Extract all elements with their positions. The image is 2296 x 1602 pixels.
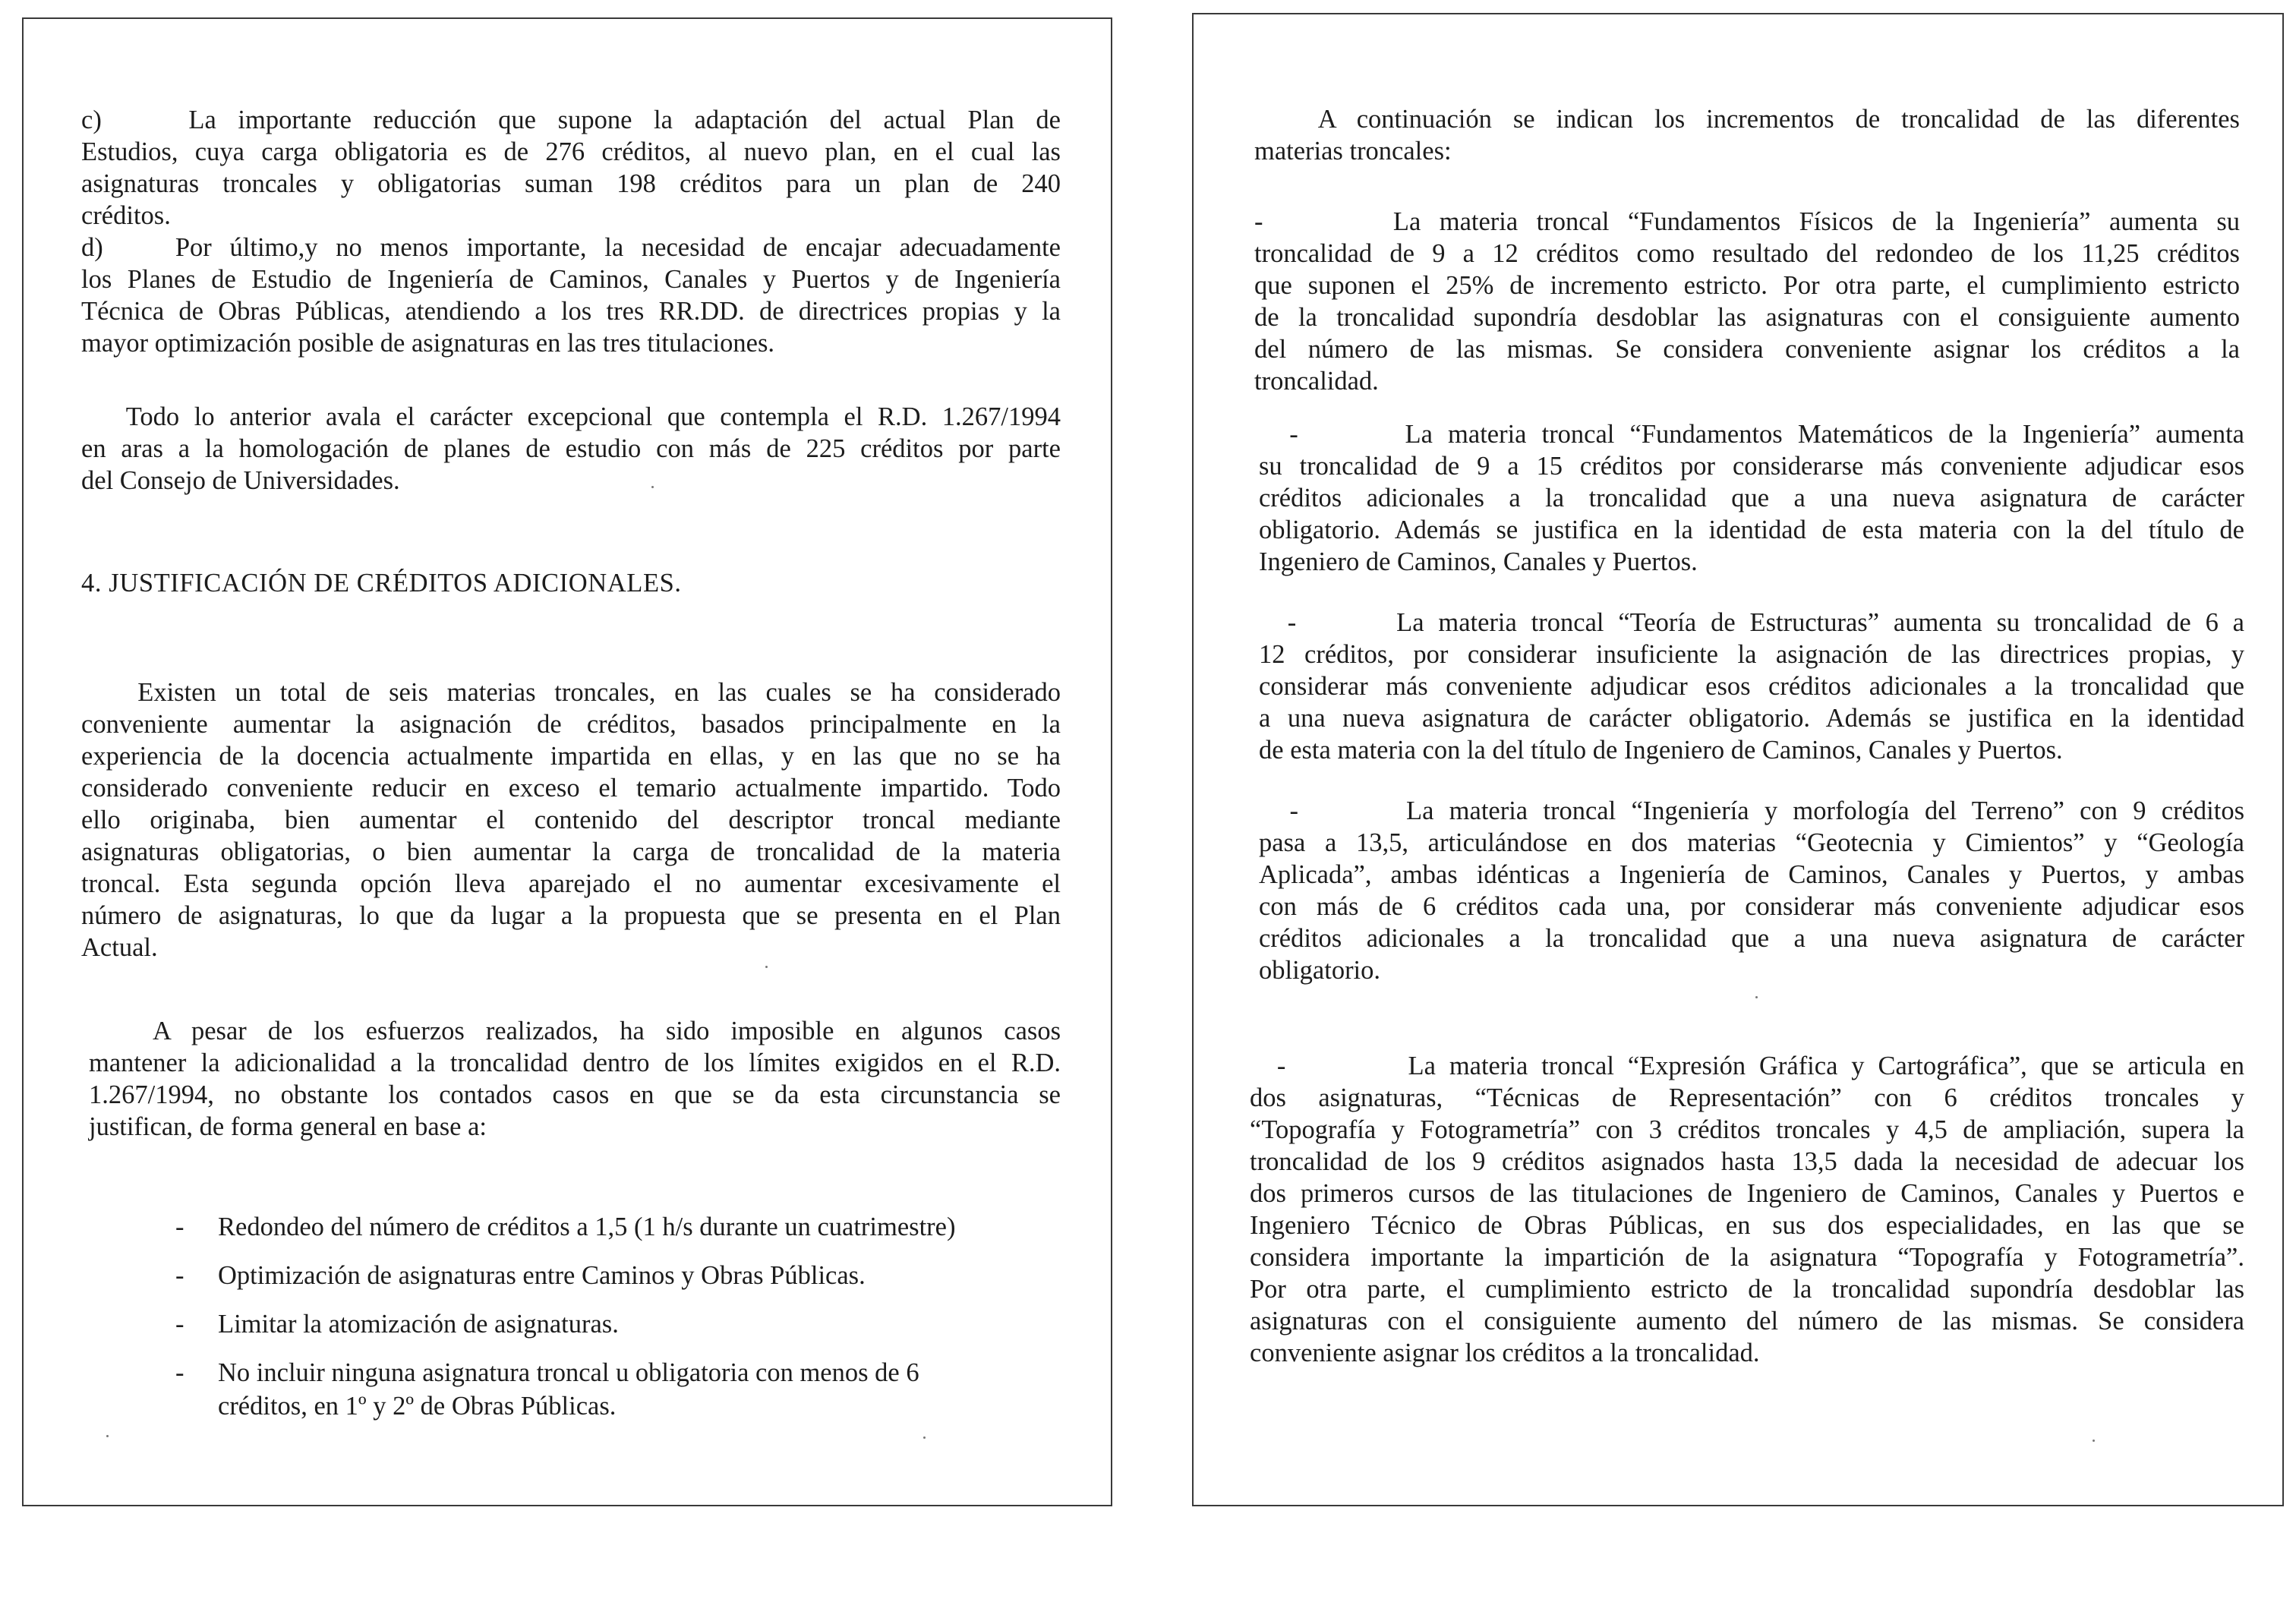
text-line: de la troncalidad supondría desdoblar las asignaturas con el consiguiente aumento <box>1254 303 2240 332</box>
paragraph-a-pesar <box>89 1015 1061 1143</box>
text-line: Actual. <box>81 933 158 962</box>
paragraph-existen <box>81 676 1061 963</box>
text-line: Ingeniero de Caminos, Canales y Puertos. <box>1259 547 1698 576</box>
bullet-text: Optimización de asignaturas entre Caminos y Obras Públicas. <box>218 1261 866 1290</box>
text-line: Por otra parte, el cumplimiento estricto de la troncalidad supondría desdoblar las <box>1250 1275 2244 1304</box>
text-line: A continuación se indican los incrementos de troncalidad de las diferentes <box>1254 105 2240 134</box>
bullet-text: créditos, en 1º y 2º de Obras Públicas. <box>218 1392 617 1421</box>
text-line: ello originaba, bien aumentar el contenido del descriptor troncal mediante <box>81 806 1061 834</box>
text-line: dos primeros cursos de las titulaciones de Ingeniero de Caminos, Canales y Puertos e <box>1250 1179 2244 1208</box>
text-line: - La materia troncal “Teoría de Estructuras” aumenta su troncalidad de 6 a <box>1259 608 2244 637</box>
text-line: conveniente asignar los créditos a la troncalidad. <box>1250 1339 1760 1367</box>
item-fundamentos-fisicos <box>1254 206 2240 397</box>
text-line: “Topografía y Fotogrametría” con 3 créditos troncales y 4,5 de ampliación, supera la <box>1250 1115 2244 1144</box>
text-line: experiencia de la docencia actualmente impartida en ellas, y en las que no se ha <box>81 742 1061 771</box>
text-line: conveniente aumentar la asignación de créditos, basados principalmente en la <box>81 710 1061 739</box>
scan-speck <box>1755 996 1758 998</box>
scan-speck <box>765 966 768 968</box>
bullet-dash: - <box>175 1213 184 1241</box>
text-line: que suponen el 25% de incremento estricto. Por otra parte, el cumplimiento estricto <box>1254 271 2240 300</box>
text-line: considerado conveniente reducir en exceso el temario actualmente impartido. Todo <box>81 774 1061 803</box>
bullet-text: No incluir ninguna asignatura troncal u obligatoria con menos de 6 <box>218 1358 919 1387</box>
text-line: obligatorio. Además se justifica en la identidad de esta materia con la del título de <box>1259 516 2244 544</box>
bullet-text: Redondeo del número de créditos a 1,5 (1 h/s durante un cuatrimestre) <box>218 1213 956 1241</box>
item-expresion-grafica <box>1250 1050 2244 1369</box>
item-fundamentos-matematicos <box>1259 418 2244 578</box>
bullet-dash: - <box>175 1358 184 1387</box>
text-line: del número de las mismas. Se considera conveniente asignar los créditos a la <box>1254 335 2240 364</box>
section-heading: 4. JUSTIFICACIÓN DE CRÉDITOS ADICIONALES. <box>81 569 682 598</box>
text-line: los Planes de Estudio de Ingeniería de Caminos, Canales y Puertos y de Ingeniería <box>81 265 1061 294</box>
text-line: de esta materia con la del título de Ingeniero de Caminos, Canales y Puertos. <box>1259 736 2063 765</box>
item-ingenieria-terreno <box>1259 795 2244 986</box>
criteria-list-item <box>175 1211 1071 1244</box>
text-line: - La materia troncal “Fundamentos Matemáticos de la Ingeniería” aumenta <box>1259 420 2244 449</box>
text-line: mayor optimización posible de asignaturas en las tres titulaciones. <box>81 329 775 358</box>
text-line: asignaturas con el consiguiente aumento del número de las mismas. Se considera <box>1250 1307 2244 1336</box>
scan-speck <box>923 1436 926 1439</box>
right-page <box>1192 13 2284 1506</box>
text-line: materias troncales: <box>1254 137 1452 166</box>
text-line: asignaturas troncales y obligatorias suman 198 créditos para un plan de 240 <box>81 169 1061 198</box>
text-line: Técnica de Obras Públicas, atendiendo a los tres RR.DD. de directrices propias y la <box>81 297 1061 326</box>
paragraph-intro <box>1254 103 2240 167</box>
scan-speck <box>106 1435 109 1437</box>
text-line: - La materia troncal “Fundamentos Físicos de la Ingeniería” aumenta su <box>1254 207 2240 236</box>
text-line: A pesar de los esfuerzos realizados, ha sido imposible en algunos casos <box>89 1017 1061 1045</box>
text-line: - La materia troncal “Expresión Gráfica y Cartográfica”, que se articula en <box>1250 1052 2244 1080</box>
text-line: Estudios, cuya carga obligatoria es de 276 créditos, al nuevo plan, en el cual las <box>81 137 1061 166</box>
criteria-list-item <box>175 1260 1071 1293</box>
bullet-dash: - <box>175 1261 184 1290</box>
criteria-list-item <box>175 1308 1071 1342</box>
text-line: del Consejo de Universidades. <box>81 466 400 495</box>
text-line: en aras a la homologación de planes de estudio con más de 225 créditos por parte <box>81 434 1061 463</box>
text-line: Todo lo anterior avala el carácter excepcional que contempla el R.D. 1.267/1994 <box>81 402 1061 431</box>
scan-speck <box>651 486 654 488</box>
text-line: troncalidad. <box>1254 367 1379 396</box>
text-line: pasa a 13,5, articulándose en dos materias “Geotecnia y Cimientos” y “Geología <box>1259 828 2244 857</box>
text-line: - La materia troncal “Ingeniería y morfología del Terreno” con 9 créditos <box>1259 796 2244 825</box>
text-line: 12 créditos, por considerar insuficiente la asignación de las directrices propias, y <box>1259 640 2244 669</box>
paragraph-conclusion <box>81 401 1061 497</box>
text-line: troncalidad de 9 a 12 créditos como resultado del redondeo de los 11,25 créditos <box>1254 239 2240 268</box>
text-line: créditos. <box>81 201 171 230</box>
left-page <box>22 17 1112 1506</box>
text-line: asignaturas obligatorias, o bien aumentar la carga de troncalidad de la materia <box>81 837 1061 866</box>
paragraph-d <box>81 232 1061 359</box>
text-line: número de asignaturas, lo que da lugar a la propuesta que se presenta en el Plan <box>81 901 1061 930</box>
text-line: su troncalidad de 9 a 15 créditos por considerarse más conveniente adjudicar esos <box>1259 452 2244 481</box>
text-line: obligatorio. <box>1259 956 1381 985</box>
text-line: considerar más conveniente adjudicar esos créditos adicionales a la troncalidad que <box>1259 672 2244 701</box>
text-line: créditos adicionales a la troncalidad que a una nueva asignatura de carácter <box>1259 924 2244 953</box>
text-line: mantener la adicionalidad a la troncalidad dentro de los límites exigidos en el R.D. <box>89 1049 1061 1077</box>
text-line: troncal. Esta segunda opción lleva aparejado el no aumentar excesivamente el <box>81 869 1061 898</box>
text-line: con más de 6 créditos cada una, por considerar más conveniente adjudicar esos <box>1259 892 2244 921</box>
text-line: Existen un total de seis materias troncales, en las cuales se ha considerado <box>81 678 1061 707</box>
text-line: considera importante la impartición de la asignatura “Topografía y Fotogrametría”. <box>1250 1243 2244 1272</box>
criteria-list-item <box>175 1357 1071 1424</box>
bullet-text: Limitar la atomización de asignaturas. <box>218 1310 619 1339</box>
paragraph-c <box>81 104 1061 232</box>
text-line: justifican, de forma general en base a: <box>89 1112 487 1141</box>
text-line: créditos adicionales a la troncalidad que a una nueva asignatura de carácter <box>1259 484 2244 512</box>
text-line: d) Por último,y no menos importante, la necesidad de encajar adecuadamente <box>81 233 1061 262</box>
scan-speck <box>2093 1440 2095 1442</box>
bullet-dash: - <box>175 1310 184 1339</box>
text-line: Aplicada”, ambas idénticas a Ingeniería de Caminos, Canales y Puertos, y ambas <box>1259 860 2244 889</box>
text-line: Ingeniero Técnico de Obras Públicas, en sus dos especialidades, en las que se <box>1250 1211 2244 1240</box>
text-line: a una nueva asignatura de carácter obligatorio. Además se justifica en la identidad <box>1259 704 2244 733</box>
text-line: 1.267/1994, no obstante los contados casos en que se da esta circunstancia se <box>89 1080 1061 1109</box>
text-line: c) La importante reducción que supone la adaptación del actual Plan de <box>81 106 1061 134</box>
text-line: troncalidad de los 9 créditos asignados hasta 13,5 dada la necesidad de adecuar los <box>1250 1147 2244 1176</box>
item-teoria-estructuras <box>1259 607 2244 766</box>
text-line: dos asignaturas, “Técnicas de Representación” con 6 créditos troncales y <box>1250 1083 2244 1112</box>
